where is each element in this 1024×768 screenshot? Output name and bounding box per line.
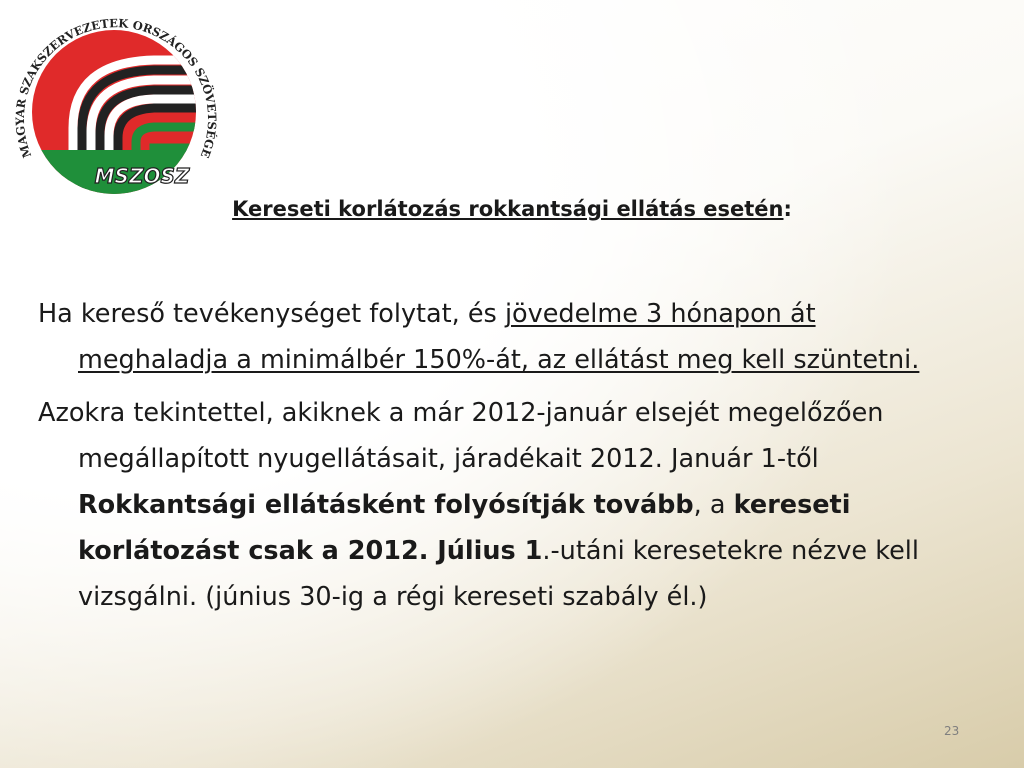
paragraph-1-underlined: jövedelme 3 hónapon át meghaladja a minimálbér 150%-át, az ellátást meg kell szüntetni. (78, 299, 920, 375)
paragraph-1 (38, 291, 968, 383)
mszosz-logo-graphic (4, 0, 228, 196)
logo-abbreviation: MSZOSZ (94, 164, 190, 188)
paragraph-2-text-1: Azokra tekintettel, akiknek a már 2012-január elsejét megelőzően megállapított nyugellátásait, járadékait 2012. Január 1-től (38, 398, 884, 474)
paragraph-2-bold-1: Rokkantsági ellátásként folyósítják tovább (78, 490, 694, 520)
logo-arc-text: MAGYAR SZAKSZERVEZETEK ORSZÁGOS SZÖVETSÉGE (12, 16, 220, 160)
paragraph-2-text-3: .-utáni keresetekre nézve kell vizsgálni. (június 30-ig a régi kereseti szabály él.) (78, 536, 919, 612)
slide-title-text: Kereseti korlátozás rokkantsági ellátás esetén (232, 197, 784, 221)
paragraph-2-text-2: , a (693, 490, 734, 520)
paragraph-1-text: Ha kereső tevékenységet folytat, és (38, 299, 505, 329)
paragraph-2 (38, 390, 968, 620)
slide-body (38, 291, 968, 620)
page-number: 23 (944, 724, 960, 738)
paragraph-2-bold-2: kereseti korlátozást csak a 2012. Július 1 (78, 490, 851, 566)
mszosz-logo (4, 0, 228, 196)
slide-title-colon: : (783, 197, 792, 221)
slide-title (0, 195, 1024, 223)
